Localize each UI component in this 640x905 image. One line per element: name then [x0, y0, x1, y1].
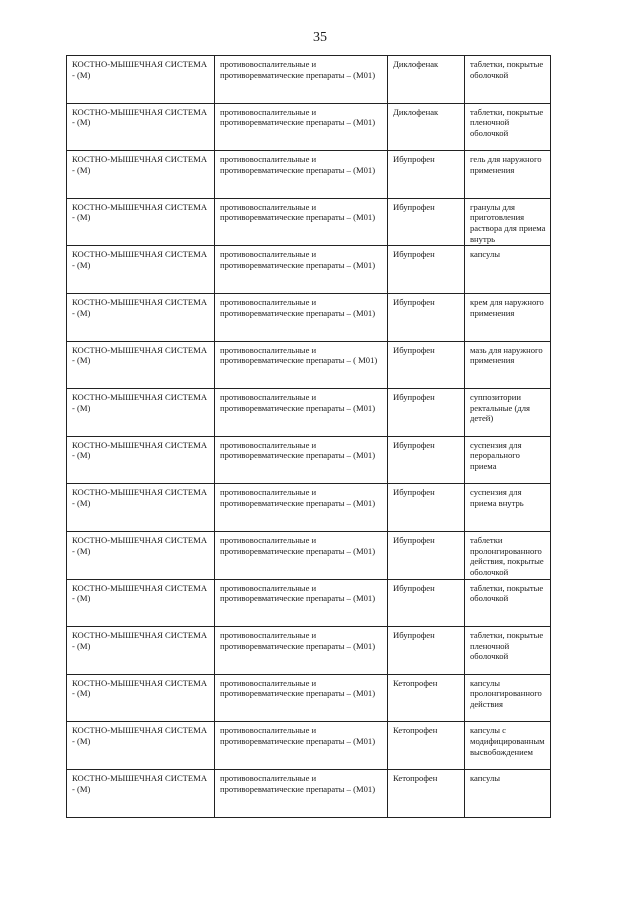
dosage-form-cell: таблетки, покрытые оболочкой	[465, 56, 551, 104]
dosage-form-cell: крем для наружного применения	[465, 294, 551, 342]
drug-name-cell: Диклофенак	[388, 104, 465, 152]
drug-name-cell: Кетопрофен	[388, 675, 465, 723]
system-cell: КОСТНО-МЫШЕЧНАЯ СИСТЕМА - (М)	[67, 484, 215, 532]
drug-name-cell: Диклофенак	[388, 56, 465, 104]
table-row	[67, 104, 551, 152]
dosage-form-cell: капсулы пролонгированного действия	[465, 675, 551, 723]
table-row	[67, 246, 551, 294]
system-cell: КОСТНО-МЫШЕЧНАЯ СИСТЕМА - (М)	[67, 770, 215, 818]
dosage-form-cell: суспензия для приема внутрь	[465, 484, 551, 532]
system-cell: КОСТНО-МЫШЕЧНАЯ СИСТЕМА - (М)	[67, 437, 215, 485]
system-cell: КОСТНО-МЫШЕЧНАЯ СИСТЕМА - (М)	[67, 104, 215, 152]
drug-name-cell: Ибупрофен	[388, 532, 465, 580]
table-row	[67, 294, 551, 342]
system-cell: КОСТНО-МЫШЕЧНАЯ СИСТЕМА - (М)	[67, 294, 215, 342]
system-cell: КОСТНО-МЫШЕЧНАЯ СИСТЕМА - (М)	[67, 580, 215, 628]
dosage-form-cell: капсулы	[465, 770, 551, 818]
system-cell: КОСТНО-МЫШЕЧНАЯ СИСТЕМА - (М)	[67, 675, 215, 723]
drug-group-cell: противовоспалительные и противоревматические препараты – (М01)	[215, 294, 388, 342]
system-cell: КОСТНО-МЫШЕЧНАЯ СИСТЕМА - (М)	[67, 56, 215, 104]
drug-name-cell: Ибупрофен	[388, 627, 465, 675]
table-row	[67, 484, 551, 532]
drug-name-cell: Ибупрофен	[388, 389, 465, 437]
drug-name-cell: Ибупрофен	[388, 580, 465, 628]
drug-name-cell: Ибупрофен	[388, 151, 465, 199]
drug-group-cell: противовоспалительные и противоревматические препараты – (М01)	[215, 246, 388, 294]
table-row	[67, 437, 551, 485]
drug-group-cell: противовоспалительные и противоревматические препараты – (М01)	[215, 437, 388, 485]
table-row	[67, 675, 551, 723]
dosage-form-cell: суппозитории ректальные (для детей)	[465, 389, 551, 437]
drug-name-cell: Ибупрофен	[388, 437, 465, 485]
dosage-form-cell: таблетки, покрытые пленочной оболочкой	[465, 627, 551, 675]
drug-name-cell: Ибупрофен	[388, 294, 465, 342]
page-number: 35	[313, 30, 327, 45]
dosage-form-cell: мазь для наружного применения	[465, 342, 551, 390]
drug-group-cell: противовоспалительные и противоревматические препараты – (М01)	[215, 104, 388, 152]
dosage-form-cell: суспензия для перорального приема	[465, 437, 551, 485]
dosage-form-cell: таблетки, покрытые пленочной оболочкой	[465, 104, 551, 152]
system-cell: КОСТНО-МЫШЕЧНАЯ СИСТЕМА - (М)	[67, 722, 215, 770]
dosage-form-cell: капсулы с модифицированным высвобождением	[465, 722, 551, 770]
dosage-form-cell: капсулы	[465, 246, 551, 294]
system-cell: КОСТНО-МЫШЕЧНАЯ СИСТЕМА - (М)	[67, 627, 215, 675]
drug-group-cell: противовоспалительные и противоревматические препараты – (М01)	[215, 580, 388, 628]
table-row	[67, 199, 551, 247]
drug-group-cell: противовоспалительные и противоревматические препараты – (М01)	[215, 199, 388, 247]
system-cell: КОСТНО-МЫШЕЧНАЯ СИСТЕМА - (М)	[67, 246, 215, 294]
dosage-form-cell: таблетки, покрытые оболочкой	[465, 580, 551, 628]
system-cell: КОСТНО-МЫШЕЧНАЯ СИСТЕМА - (М)	[67, 199, 215, 247]
drug-name-cell: Ибупрофен	[388, 484, 465, 532]
drug-name-cell: Кетопрофен	[388, 722, 465, 770]
system-cell: КОСТНО-МЫШЕЧНАЯ СИСТЕМА - (М)	[67, 389, 215, 437]
table-row	[67, 770, 551, 818]
system-cell: КОСТНО-МЫШЕЧНАЯ СИСТЕМА - (М)	[67, 342, 215, 390]
drug-group-cell: противовоспалительные и противоревматические препараты – (М01)	[215, 389, 388, 437]
table-row	[67, 342, 551, 390]
table-row	[67, 389, 551, 437]
system-cell: КОСТНО-МЫШЕЧНАЯ СИСТЕМА - (М)	[67, 532, 215, 580]
drug-name-cell: Ибупрофен	[388, 342, 465, 390]
drug-group-cell: противовоспалительные и противоревматические препараты – (М01)	[215, 675, 388, 723]
table-row	[67, 151, 551, 199]
drug-group-cell: противовоспалительные и противоревматические препараты – ( М01)	[215, 342, 388, 390]
drug-group-cell: противовоспалительные и противоревматические препараты – (М01)	[215, 722, 388, 770]
drug-group-cell: противовоспалительные и противоревматические препараты – (М01)	[215, 770, 388, 818]
table-row	[67, 722, 551, 770]
drug-table	[66, 55, 551, 818]
drug-group-cell: противовоспалительные и противоревматические препараты – (М01)	[215, 627, 388, 675]
dosage-form-cell: гель для наружного применения	[465, 151, 551, 199]
drug-group-cell: противовоспалительные и противоревматические препараты – (М01)	[215, 56, 388, 104]
dosage-form-cell: таблетки пролонгированного действия, покрытые оболочкой	[465, 532, 551, 580]
table-row	[67, 627, 551, 675]
drug-group-cell: противовоспалительные и противоревматические препараты – (М01)	[215, 532, 388, 580]
drug-name-cell: Ибупрофен	[388, 246, 465, 294]
drug-name-cell: Ибупрофен	[388, 199, 465, 247]
system-cell: КОСТНО-МЫШЕЧНАЯ СИСТЕМА - (М)	[67, 151, 215, 199]
dosage-form-cell: гранулы для приготовления раствора для приема внутрь	[465, 199, 551, 247]
drug-group-cell: противовоспалительные и противоревматические препараты – (М01)	[215, 484, 388, 532]
drug-group-cell: противовоспалительные и противоревматические препараты – (М01)	[215, 151, 388, 199]
table-row	[67, 580, 551, 628]
table-row	[67, 532, 551, 580]
drug-name-cell: Кетопрофен	[388, 770, 465, 818]
table-row	[67, 56, 551, 104]
